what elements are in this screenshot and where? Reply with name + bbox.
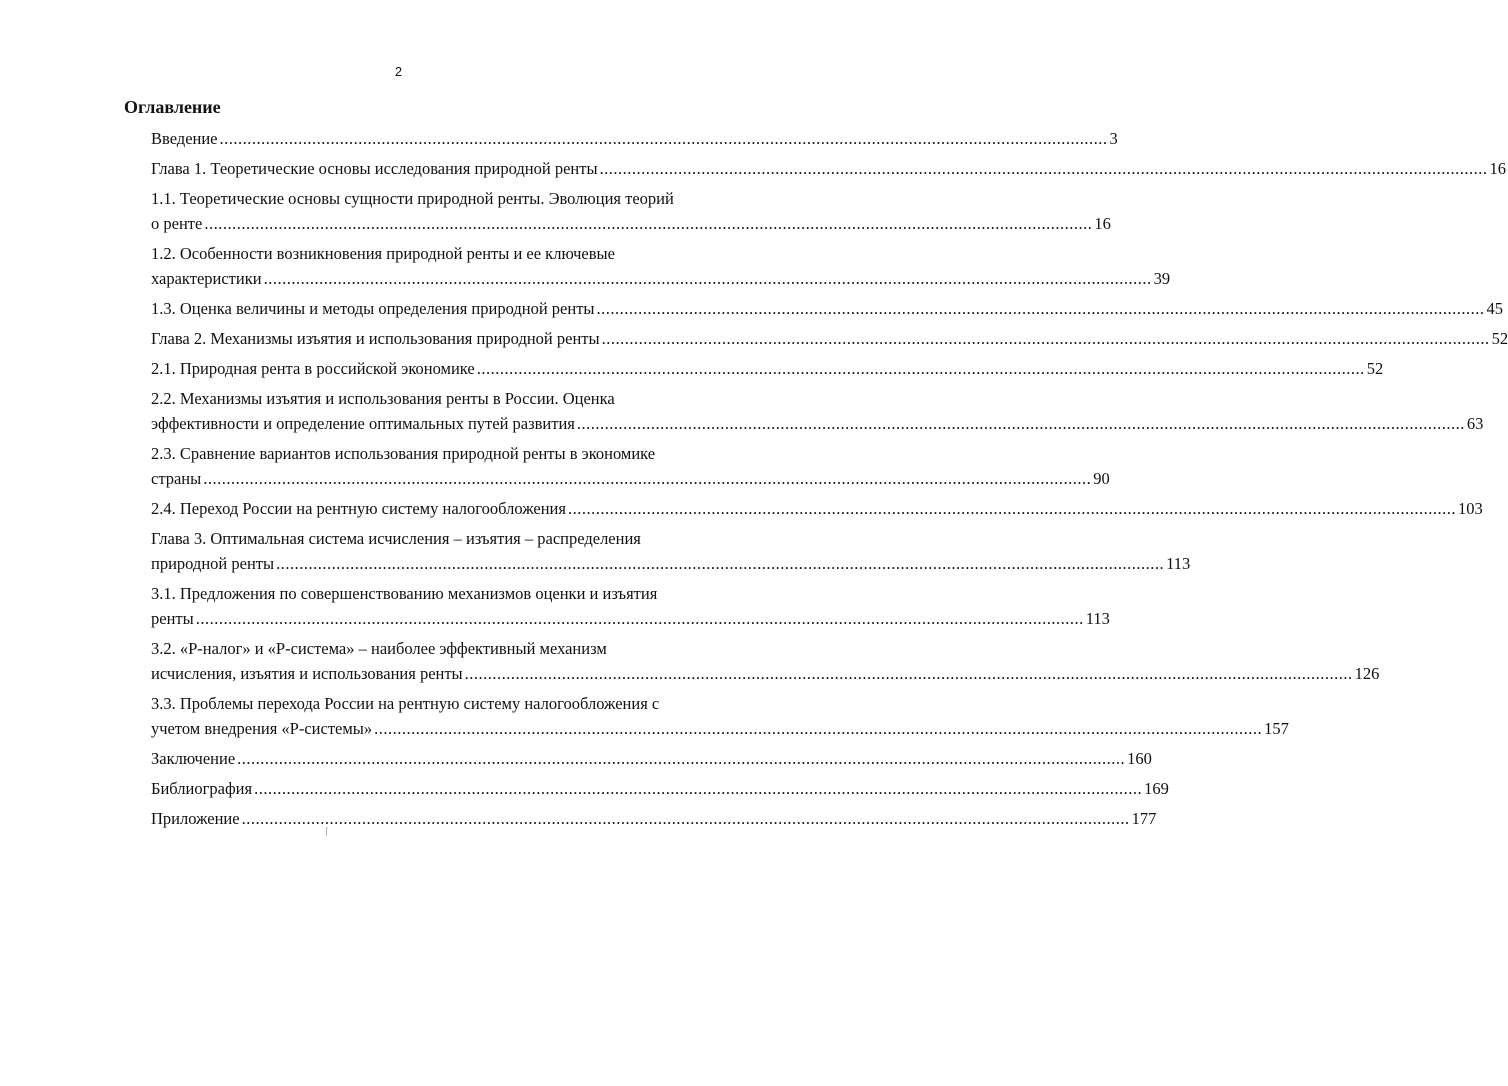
dot-leader [372,716,1264,741]
page-number: 2 [394,64,403,79]
toc-entry-page: 113 [1166,554,1191,573]
toc-entry-line [151,776,1169,801]
toc-entry-title-line1: 3.1. Предложения по совершенствованию механизмов оценки и изъятия [151,584,658,603]
table-of-contents [151,126,1508,836]
toc-entry-line [151,156,1507,181]
dot-leader [235,746,1127,771]
toc-entry[interactable] [151,441,1110,491]
toc-entry-page: 103 [1457,499,1483,518]
dot-leader [218,126,1110,151]
toc-entry[interactable] [151,581,1110,631]
toc-entry-line [151,746,1152,771]
toc-entry-line [151,551,1191,576]
toc-entry-title: природной ренты [151,554,275,573]
toc-entry[interactable] [151,386,1484,436]
toc-entry-title: учетом внедрения «Р-системы» [151,719,373,738]
dot-leader [202,211,1094,236]
toc-entry-line [151,296,1503,321]
toc-entry[interactable] [151,156,1507,181]
toc-entry-title: о ренте [151,214,203,233]
dot-leader [240,806,1132,831]
dot-leader [598,156,1490,181]
toc-entry-title: 2.1. Природная рента в российской экономике [151,359,475,378]
dot-leader [600,326,1492,351]
toc-entry-title-line1: 2.2. Механизмы изъятия и использования ренты в России. Оценка [151,389,615,408]
toc-entry-title: ренты [151,609,194,628]
toc-entry-title: 1.3. Оценка величины и методы определения природной ренты [151,299,595,318]
toc-entry[interactable] [151,496,1483,521]
toc-entry-page: 169 [1144,779,1169,798]
dot-leader [463,661,1355,686]
toc-entry[interactable] [151,186,1111,236]
toc-entry-title: исчисления, изъятия и использования ренты [151,664,463,683]
toc-entry-page: 90 [1093,469,1110,488]
toc-entry-page: 3 [1109,129,1118,148]
toc-entry-page: 45 [1486,299,1503,318]
toc-entry-title-line1: 2.3. Сравнение вариантов использования природной ренты в экономике [151,444,656,463]
dot-leader [252,776,1144,801]
toc-entry[interactable] [151,526,1191,576]
toc-entry[interactable] [151,806,1157,831]
toc-entry-line [151,606,1110,631]
dot-leader [566,496,1458,521]
toc-entry-page: 16 [1094,214,1111,233]
dot-leader [475,356,1367,381]
toc-entry[interactable] [151,241,1171,291]
toc-entry-title-line1: 1.1. Теоретические основы сущности природной ренты. Эволюция теорий [151,189,674,208]
toc-entry[interactable] [151,326,1508,351]
toc-entry-line [151,211,1111,236]
toc-entry-title: эффективности и определение оптимальных путей развития [151,414,575,433]
toc-entry-page: 16 [1489,159,1507,178]
toc-entry-title: характеристики [151,269,262,288]
toc-entry-title: Введение [151,129,218,148]
toc-entry-page: 157 [1264,719,1289,738]
toc-entry-page: 177 [1131,809,1157,828]
dot-leader [595,296,1487,321]
dot-leader [274,551,1166,576]
toc-entry-title: Библиография [151,779,253,798]
toc-entry-line [151,411,1484,436]
toc-heading: Оглавление [124,97,221,117]
pen-mark: ⁄ [323,826,331,838]
toc-entry[interactable] [151,691,1289,741]
toc-entry-page: 113 [1085,609,1110,628]
toc-entry[interactable] [151,746,1152,771]
dot-leader [262,266,1154,291]
toc-entry[interactable] [151,636,1380,686]
toc-entry-line [151,466,1110,491]
toc-entry-title-line1: 1.2. Особенности возникновения природной ренты и ее ключевые [151,244,615,263]
toc-entry-page: 52 [1491,329,1508,348]
toc-entry-page: 160 [1127,749,1152,768]
toc-entry[interactable] [151,126,1118,151]
toc-entry-title-line1: 3.2. «Р-налог» и «Р-система» – наиболее эффективный механизм [151,639,607,658]
toc-entry[interactable] [151,296,1503,321]
toc-entry-line [151,661,1380,686]
toc-entry-page: 126 [1354,664,1380,683]
toc-entry-line [151,356,1384,381]
toc-entry-line [151,126,1118,151]
toc-entry-title: 2.4. Переход России на рентную систему налогообложения [151,499,566,518]
toc-entry-title-line1: Глава 3. Оптимальная система исчисления – изъятия – распределения [151,529,641,548]
dot-leader [575,411,1467,436]
toc-entry-page: 52 [1366,359,1384,378]
dot-leader [201,466,1093,491]
toc-entry-line [151,496,1483,521]
toc-entry[interactable] [151,356,1384,381]
toc-entry-title: Приложение [151,809,240,828]
toc-entry[interactable] [151,776,1169,801]
toc-entry-line [151,716,1289,741]
toc-entry-title: Заключение [151,749,236,768]
toc-entry-page: 63 [1466,414,1484,433]
dot-leader [194,606,1086,631]
toc-entry-line [151,806,1157,831]
toc-entry-title-line1: 3.3. Проблемы перехода России на рентную систему налогообложения с [151,694,660,713]
toc-entry-title: страны [151,469,202,488]
toc-entry-title: Глава 2. Механизмы изъятия и использования природной ренты [151,329,600,348]
toc-entry-title: Глава 1. Теоретические основы исследования природной ренты [151,159,598,178]
toc-entry-line [151,266,1171,291]
toc-entry-page: 39 [1153,269,1171,288]
toc-entry-line [151,326,1508,351]
